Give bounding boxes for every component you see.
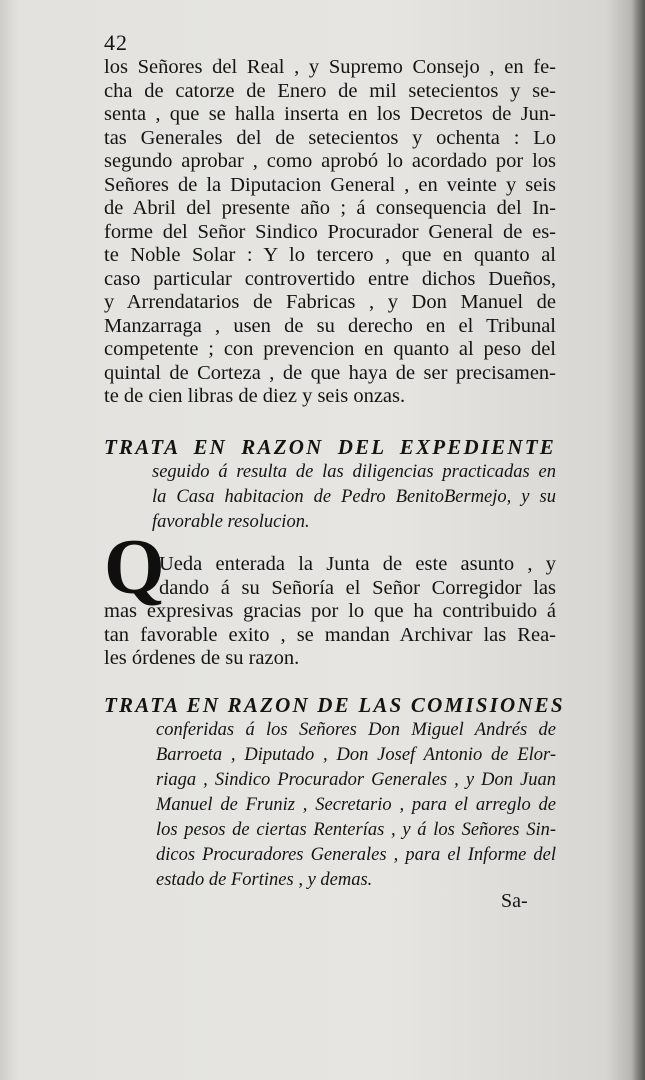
text-line: forme del Señor Sindico Procurador General de es- (104, 220, 556, 243)
drop-cap-letter: Q (104, 523, 165, 610)
page-number: 42 (104, 30, 128, 55)
text-line: competente ; con prevencion en quanto al peso del (104, 338, 556, 360)
text-line: de Abril del presente año ; á consequencia del In- (104, 197, 556, 219)
text-line: senta , que se halla inserta en los Decretos de Jun- (104, 103, 556, 125)
text-line: les órdenes de su razon. (104, 647, 300, 669)
text-line: Manzarraga , usen de su derecho en el Tribunal (104, 314, 556, 337)
text-line: Ueda enterada la Junta de este asunto , y (159, 553, 556, 575)
section-subtitle-line: riaga , Sindico Procurador Generales , y Don Juan (156, 770, 556, 790)
section-subtitle-line: Manuel de Fruniz , Secretario , para el arreglo de (156, 795, 556, 815)
section-subtitle-line: Barroeta , Diputado , Don Josef Antonio de Elor- (156, 745, 556, 765)
page-gutter-shadow (631, 0, 645, 1080)
text-line: segundo aprobar , como aprobó lo acordado por los (104, 150, 556, 172)
section-subtitle-line: los pesos de ciertas Renterías , y á los Señores Sin- (156, 820, 556, 840)
section-subtitle-line: dicos Procuradores Generales , para el Informe del (156, 845, 556, 865)
section-subtitle-line: seguido á resulta de las diligencias practicadas en (152, 462, 556, 482)
text-line: Señores de la Diputacion General , en veinte y seis (104, 173, 556, 196)
text-line: y Arrendatarios de Fabricas , y Don Manuel de (104, 291, 556, 313)
section-subtitle-line: favorable resolucion. (152, 512, 310, 532)
catchword: Sa- (501, 890, 528, 912)
section-subtitle-line: estado de Fortines , y demas. (156, 870, 373, 890)
section-heading-expediente (104, 434, 556, 535)
text-line: te Noble Solar : Y lo tercero , que en quanto al (104, 244, 556, 266)
text-line: te de cien libras de diez y seis onzas. (104, 385, 406, 407)
text-line: los Señores del Real , y Supremo Consejo , en fe- (104, 56, 556, 78)
text-line: tan favorable exito , se mandan Archivar las Rea- (104, 623, 556, 646)
section-subtitle-line: la Casa habitacion de Pedro BenitoBermejo, y su (152, 487, 556, 507)
text-line: cha de catorze de Enero de mil setecientos y se- (104, 79, 556, 102)
paragraph-resolution (104, 56, 556, 409)
text-line: mas expresivas gracias por lo que ha contribuido á (104, 600, 556, 622)
text-line: caso particular controvertido entre dichos Dueños, (104, 267, 556, 290)
section-subtitle-line: conferidas á los Señores Don Miguel Andrés de (156, 720, 556, 740)
text-line: tas Generales del de setecientos y ochenta : Lo (104, 126, 556, 149)
section-title: TRATA EN RAZON DE LAS COMISIONES (104, 693, 565, 717)
text-line: dando á su Señoría el Señor Corregidor las (159, 576, 556, 599)
section-title: TRATA EN RAZON DEL EXPEDIENTE (104, 435, 556, 459)
text-line: quintal de Corteza , de que haya de ser precisamen- (104, 361, 556, 384)
paragraph-junta-enterada (104, 553, 556, 671)
section-heading-comisiones (104, 692, 565, 893)
